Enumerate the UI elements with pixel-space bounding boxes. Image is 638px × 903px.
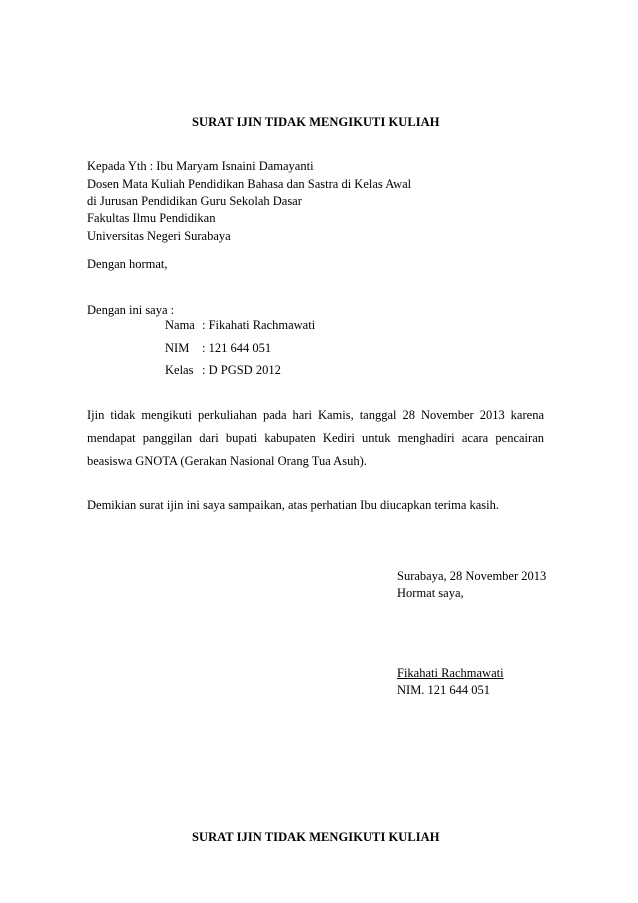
body-line: Ijin tidak mengikuti perkuliahan pada hari Kamis, tanggal 28 November 2013 karena	[87, 409, 544, 422]
next-page-title: SURAT IJIN TIDAK MENGIKUTI KULIAH	[192, 830, 440, 844]
recipient-line: Universitas Negeri Surabaya	[87, 229, 231, 243]
closing-text: Demikian surat ijin ini saya sampaikan, atas perhatian Ibu diucapkan terima kasih.	[87, 498, 500, 512]
nim-value: : 121 644 051	[202, 341, 272, 355]
signatory-nim: NIM. 121 644 051	[397, 683, 491, 697]
recipient-line: Kepada Yth : Ibu Maryam Isnaini Damayanti	[87, 159, 314, 173]
salutation: Hormat saya,	[397, 586, 464, 600]
body-line: beasiswa GNOTA (Gerakan Nasional Orang Tua Asuh).	[87, 454, 367, 468]
place-date: Surabaya, 28 November 2013	[397, 569, 547, 583]
class-label: Kelas	[165, 363, 194, 377]
greeting: Dengan hormat,	[87, 257, 168, 271]
signatory-name: Fikahati Rachmawati	[397, 666, 504, 680]
intro-text: Dengan ini saya :	[87, 303, 175, 317]
letter-title: SURAT IJIN TIDAK MENGIKUTI KULIAH	[192, 115, 440, 129]
recipient-line: Dosen Mata Kuliah Pendidikan Bahasa dan Sastra di Kelas Awal	[87, 177, 412, 191]
class-value: : D PGSD 2012	[202, 363, 281, 377]
name-label: Nama	[165, 318, 195, 332]
nim-label: NIM	[165, 341, 190, 355]
recipient-line: Fakultas Ilmu Pendidikan	[87, 211, 216, 225]
name-value: : Fikahati Rachmawati	[202, 318, 316, 332]
recipient-line: di Jurusan Pendidikan Guru Sekolah Dasar	[87, 194, 302, 208]
body-line: mendapat panggilan dari bupati kabupaten Kediri untuk menghadiri acara pencairan	[87, 432, 544, 445]
